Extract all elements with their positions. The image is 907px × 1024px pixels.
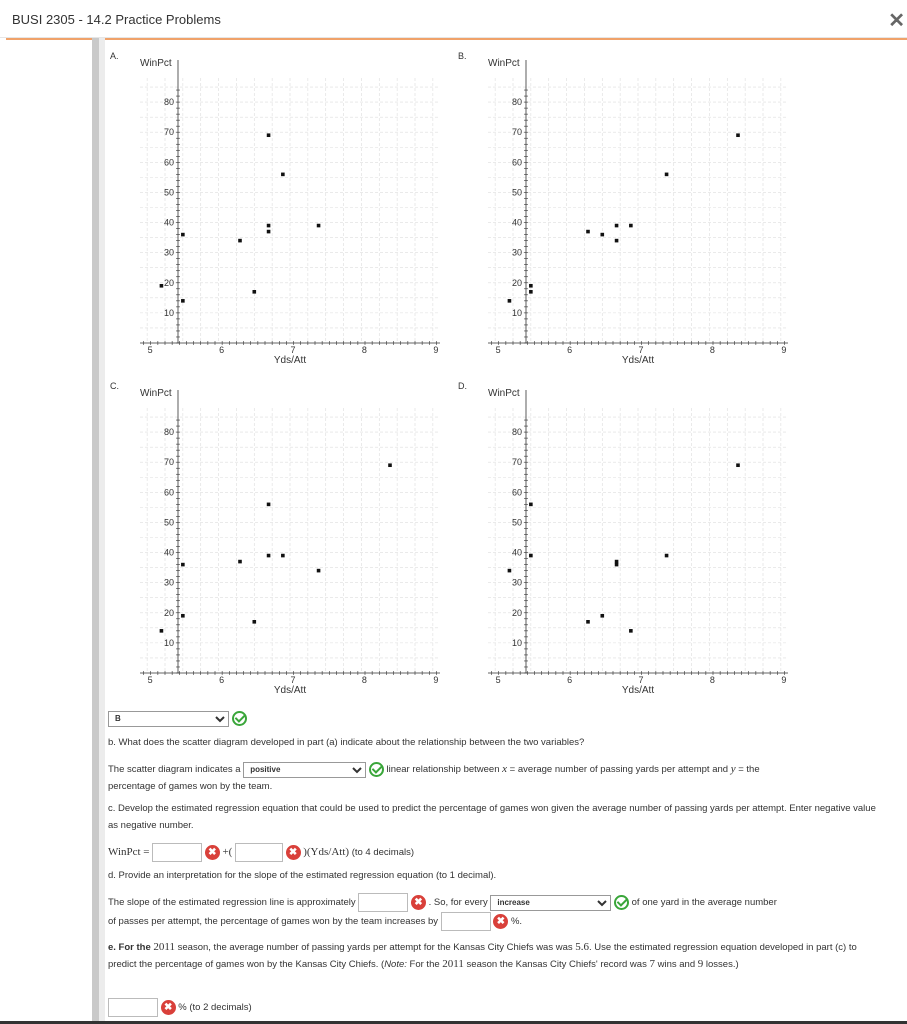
data-point bbox=[615, 239, 619, 243]
data-point bbox=[736, 133, 740, 137]
data-point bbox=[317, 569, 321, 573]
plot-option-label: B. bbox=[458, 51, 467, 61]
correct-check-icon bbox=[614, 895, 629, 910]
losses-value: 9 bbox=[697, 958, 704, 970]
scrollbar-track bbox=[99, 38, 105, 1021]
x-tick-label: 8 bbox=[361, 345, 367, 355]
y-tick-label: 20 bbox=[163, 277, 174, 288]
x-tick-label: 6 bbox=[567, 345, 573, 355]
part-c-answer bbox=[108, 843, 878, 862]
data-point bbox=[252, 290, 256, 294]
data-point bbox=[267, 554, 271, 558]
x-symbol: x bbox=[502, 763, 508, 775]
part-d-text: of passes per attempt, the percentage of games won by the team increases by bbox=[108, 916, 439, 928]
x-axis-title: Yds/Att bbox=[621, 355, 655, 366]
part-e-text: wins and bbox=[657, 959, 696, 970]
data-point bbox=[600, 614, 604, 618]
data-point bbox=[508, 569, 512, 573]
data-point bbox=[181, 299, 185, 303]
y-tick-label: 60 bbox=[511, 157, 522, 168]
correct-check-icon bbox=[369, 762, 384, 777]
part-d-question: d. Provide an interpretation for the slope of the estimated regression equation (to 1 decimal). bbox=[108, 870, 497, 881]
part-e-prefix: e. For the bbox=[108, 942, 151, 953]
data-point bbox=[529, 503, 533, 507]
x-tick-label: 8 bbox=[709, 675, 715, 685]
grid bbox=[140, 78, 440, 343]
data-point bbox=[252, 620, 256, 624]
percent-increase-input[interactable] bbox=[441, 912, 491, 931]
data-point bbox=[267, 230, 271, 234]
part-c-question: c. Develop the estimated regression equation that could be used to predict the percentage of games won given the average number of passing yards per attempt. Enter negative value as negative number. bbox=[108, 803, 876, 831]
data-point bbox=[665, 173, 669, 177]
y-tick-label: 80 bbox=[163, 427, 174, 438]
part-e-text: season, the average number of passing yards per attempt for the Kansas City Chiefs was was bbox=[177, 942, 573, 953]
x-tick-label: 7 bbox=[638, 675, 644, 685]
x-tick-label: 5 bbox=[495, 345, 501, 355]
wrong-x-icon: ✖ bbox=[161, 1000, 176, 1015]
x-tick-label: 7 bbox=[290, 675, 296, 685]
plot-option-label: D. bbox=[458, 381, 467, 391]
scatter-plot-a bbox=[110, 48, 445, 373]
x-tick-label: 5 bbox=[495, 675, 501, 685]
data-point bbox=[281, 554, 285, 558]
data-point bbox=[586, 620, 590, 624]
data-point bbox=[281, 173, 285, 177]
y-axis-title: WinPct bbox=[488, 58, 520, 69]
part-b-text: The scatter diagram indicates a bbox=[108, 764, 241, 775]
data-point bbox=[529, 290, 533, 294]
plot-option-label: A. bbox=[110, 51, 119, 61]
part-e-text: . Use the estimated regression equation developed in part (c) to predict the percentage of games won by the Kansas City Chiefs. ( bbox=[108, 942, 857, 970]
equals-sign: = bbox=[509, 764, 516, 775]
part-d-answer bbox=[108, 893, 873, 931]
year-value: 2011 bbox=[442, 958, 464, 970]
intercept-input[interactable] bbox=[152, 843, 202, 862]
data-point bbox=[317, 224, 321, 228]
y-symbol: y bbox=[730, 763, 736, 775]
part-b-answer bbox=[108, 761, 878, 795]
part-d-text: of one yard in the average number bbox=[631, 897, 777, 909]
prediction-input[interactable] bbox=[108, 998, 158, 1017]
grid bbox=[488, 408, 788, 673]
slope-interpretation-input[interactable] bbox=[358, 893, 408, 912]
part-b-text: = the bbox=[738, 764, 760, 775]
scatter-plot-c bbox=[110, 378, 445, 703]
data-point bbox=[181, 233, 185, 237]
data-point bbox=[238, 560, 242, 564]
x-tick-label: 9 bbox=[781, 675, 787, 685]
equation-rhs: )(Yds/Att) bbox=[303, 846, 350, 859]
data-point bbox=[160, 629, 164, 633]
data-point bbox=[529, 554, 533, 558]
data-point bbox=[586, 230, 590, 234]
plus-sign: +( bbox=[222, 846, 233, 859]
y-tick-label: 30 bbox=[511, 577, 522, 588]
y-axis-title: WinPct bbox=[488, 388, 520, 399]
x-tick-label: 7 bbox=[638, 345, 644, 355]
data-point bbox=[238, 239, 242, 243]
plot-option-label: C. bbox=[110, 381, 119, 391]
data-point bbox=[665, 554, 669, 558]
y-tick-label: 10 bbox=[163, 307, 174, 318]
y-tick-label: 40 bbox=[163, 547, 174, 558]
y-axis-title: WinPct bbox=[140, 388, 172, 399]
x-tick-label: 5 bbox=[147, 345, 153, 355]
x-tick-label: 5 bbox=[147, 675, 153, 685]
y-tick-label: 30 bbox=[511, 247, 522, 258]
data-point bbox=[181, 614, 185, 618]
part-e-text: For the bbox=[409, 959, 440, 970]
y-tick-label: 10 bbox=[511, 637, 522, 648]
y-tick-label: 20 bbox=[163, 607, 174, 618]
grid bbox=[140, 408, 440, 673]
frame-accent bbox=[6, 38, 907, 40]
y-tick-label: 50 bbox=[511, 517, 522, 528]
part-d-text: %. bbox=[510, 916, 523, 928]
close-icon[interactable]: ✕ bbox=[888, 10, 905, 32]
wrong-x-icon: ✖ bbox=[411, 895, 426, 910]
y-tick-label: 80 bbox=[511, 427, 522, 438]
equation-lhs: WinPct = bbox=[108, 846, 150, 859]
y-tick-label: 10 bbox=[163, 637, 174, 648]
scrollbar[interactable] bbox=[92, 38, 99, 1021]
part-a bbox=[108, 710, 878, 727]
y-tick-label: 40 bbox=[511, 547, 522, 558]
x-axis-title: Yds/Att bbox=[273, 355, 307, 366]
data-point bbox=[736, 463, 740, 467]
y-tick-label: 80 bbox=[163, 97, 174, 108]
y-tick-label: 60 bbox=[163, 487, 174, 498]
part-e-question bbox=[108, 939, 873, 973]
wins-value: 7 bbox=[649, 958, 655, 970]
y-tick-label: 50 bbox=[163, 187, 174, 198]
y-tick-label: 60 bbox=[163, 157, 174, 168]
y-tick-label: 40 bbox=[163, 217, 174, 228]
correct-check-icon bbox=[232, 711, 247, 726]
wrong-x-icon: ✖ bbox=[286, 845, 301, 860]
scatter-plot-d bbox=[458, 378, 793, 703]
slope-input[interactable] bbox=[235, 843, 283, 862]
direction-select[interactable] bbox=[490, 895, 611, 911]
y-tick-label: 30 bbox=[163, 577, 174, 588]
data-point bbox=[600, 233, 604, 237]
part-d-text: The slope of the estimated regression line is approximately bbox=[108, 897, 356, 909]
year-value: 2011 bbox=[153, 941, 175, 953]
part-d-text: . So, for every bbox=[428, 897, 488, 909]
data-point bbox=[629, 629, 633, 633]
data-point bbox=[508, 299, 512, 303]
title-bar bbox=[0, 0, 907, 38]
x-axis-title: Yds/Att bbox=[273, 685, 307, 696]
y-tick-label: 50 bbox=[163, 517, 174, 528]
part-b-text: percentage of games won by the team. bbox=[108, 781, 273, 792]
data-point bbox=[388, 463, 392, 467]
part-a-select[interactable] bbox=[108, 711, 229, 727]
y-tick-label: 30 bbox=[163, 247, 174, 258]
scatter-plot-b bbox=[458, 48, 793, 373]
data-point bbox=[615, 224, 619, 228]
y-axis-title: WinPct bbox=[140, 58, 172, 69]
y-tick-label: 20 bbox=[511, 607, 522, 618]
data-point bbox=[267, 133, 271, 137]
data-point bbox=[181, 563, 185, 567]
y-tick-label: 70 bbox=[511, 127, 522, 138]
x-tick-label: 6 bbox=[219, 675, 225, 685]
prediction-suffix: % (to 2 decimals) bbox=[178, 1002, 252, 1014]
y-tick-label: 70 bbox=[511, 457, 522, 468]
y-tick-label: 20 bbox=[511, 277, 522, 288]
y-tick-label: 10 bbox=[511, 307, 522, 318]
x-tick-label: 9 bbox=[433, 345, 439, 355]
y-tick-label: 80 bbox=[511, 97, 522, 108]
x-tick-label: 9 bbox=[433, 675, 439, 685]
grid bbox=[488, 78, 788, 343]
data-point bbox=[629, 224, 633, 228]
yds-value: 5.6 bbox=[575, 941, 590, 953]
part-e-text: season the Kansas City Chiefs' record was bbox=[466, 959, 647, 970]
part-e-answer bbox=[108, 998, 878, 1017]
x-tick-label: 6 bbox=[219, 345, 225, 355]
data-point bbox=[267, 503, 271, 507]
x-tick-label: 9 bbox=[781, 345, 787, 355]
part-b-question: b. What does the scatter diagram developed in part (a) indicate about the relationship between the two variables? bbox=[108, 737, 585, 748]
y-tick-label: 70 bbox=[163, 457, 174, 468]
relationship-select[interactable] bbox=[243, 762, 366, 778]
part-e-text: losses.) bbox=[705, 959, 739, 970]
x-tick-label: 8 bbox=[361, 675, 367, 685]
data-point bbox=[267, 224, 271, 228]
x-axis-title: Yds/Att bbox=[621, 685, 655, 696]
y-tick-label: 60 bbox=[511, 487, 522, 498]
data-point bbox=[529, 284, 533, 288]
data-point bbox=[160, 284, 164, 288]
part-b-text: average number of passing yards per attempt and bbox=[517, 764, 729, 775]
x-tick-label: 8 bbox=[709, 345, 715, 355]
x-tick-label: 6 bbox=[567, 675, 573, 685]
wrong-x-icon: ✖ bbox=[493, 914, 508, 929]
note-label: Note: bbox=[384, 959, 407, 970]
window-title: BUSI 2305 - 14.2 Practice Problems bbox=[12, 12, 221, 27]
wrong-x-icon: ✖ bbox=[205, 845, 220, 860]
part-b-text: linear relationship between bbox=[386, 764, 500, 775]
data-point bbox=[615, 560, 619, 564]
decimals-note: (to 4 decimals) bbox=[351, 847, 415, 859]
y-tick-label: 70 bbox=[163, 127, 174, 138]
y-tick-label: 50 bbox=[511, 187, 522, 198]
x-tick-label: 7 bbox=[290, 345, 296, 355]
y-tick-label: 40 bbox=[511, 217, 522, 228]
